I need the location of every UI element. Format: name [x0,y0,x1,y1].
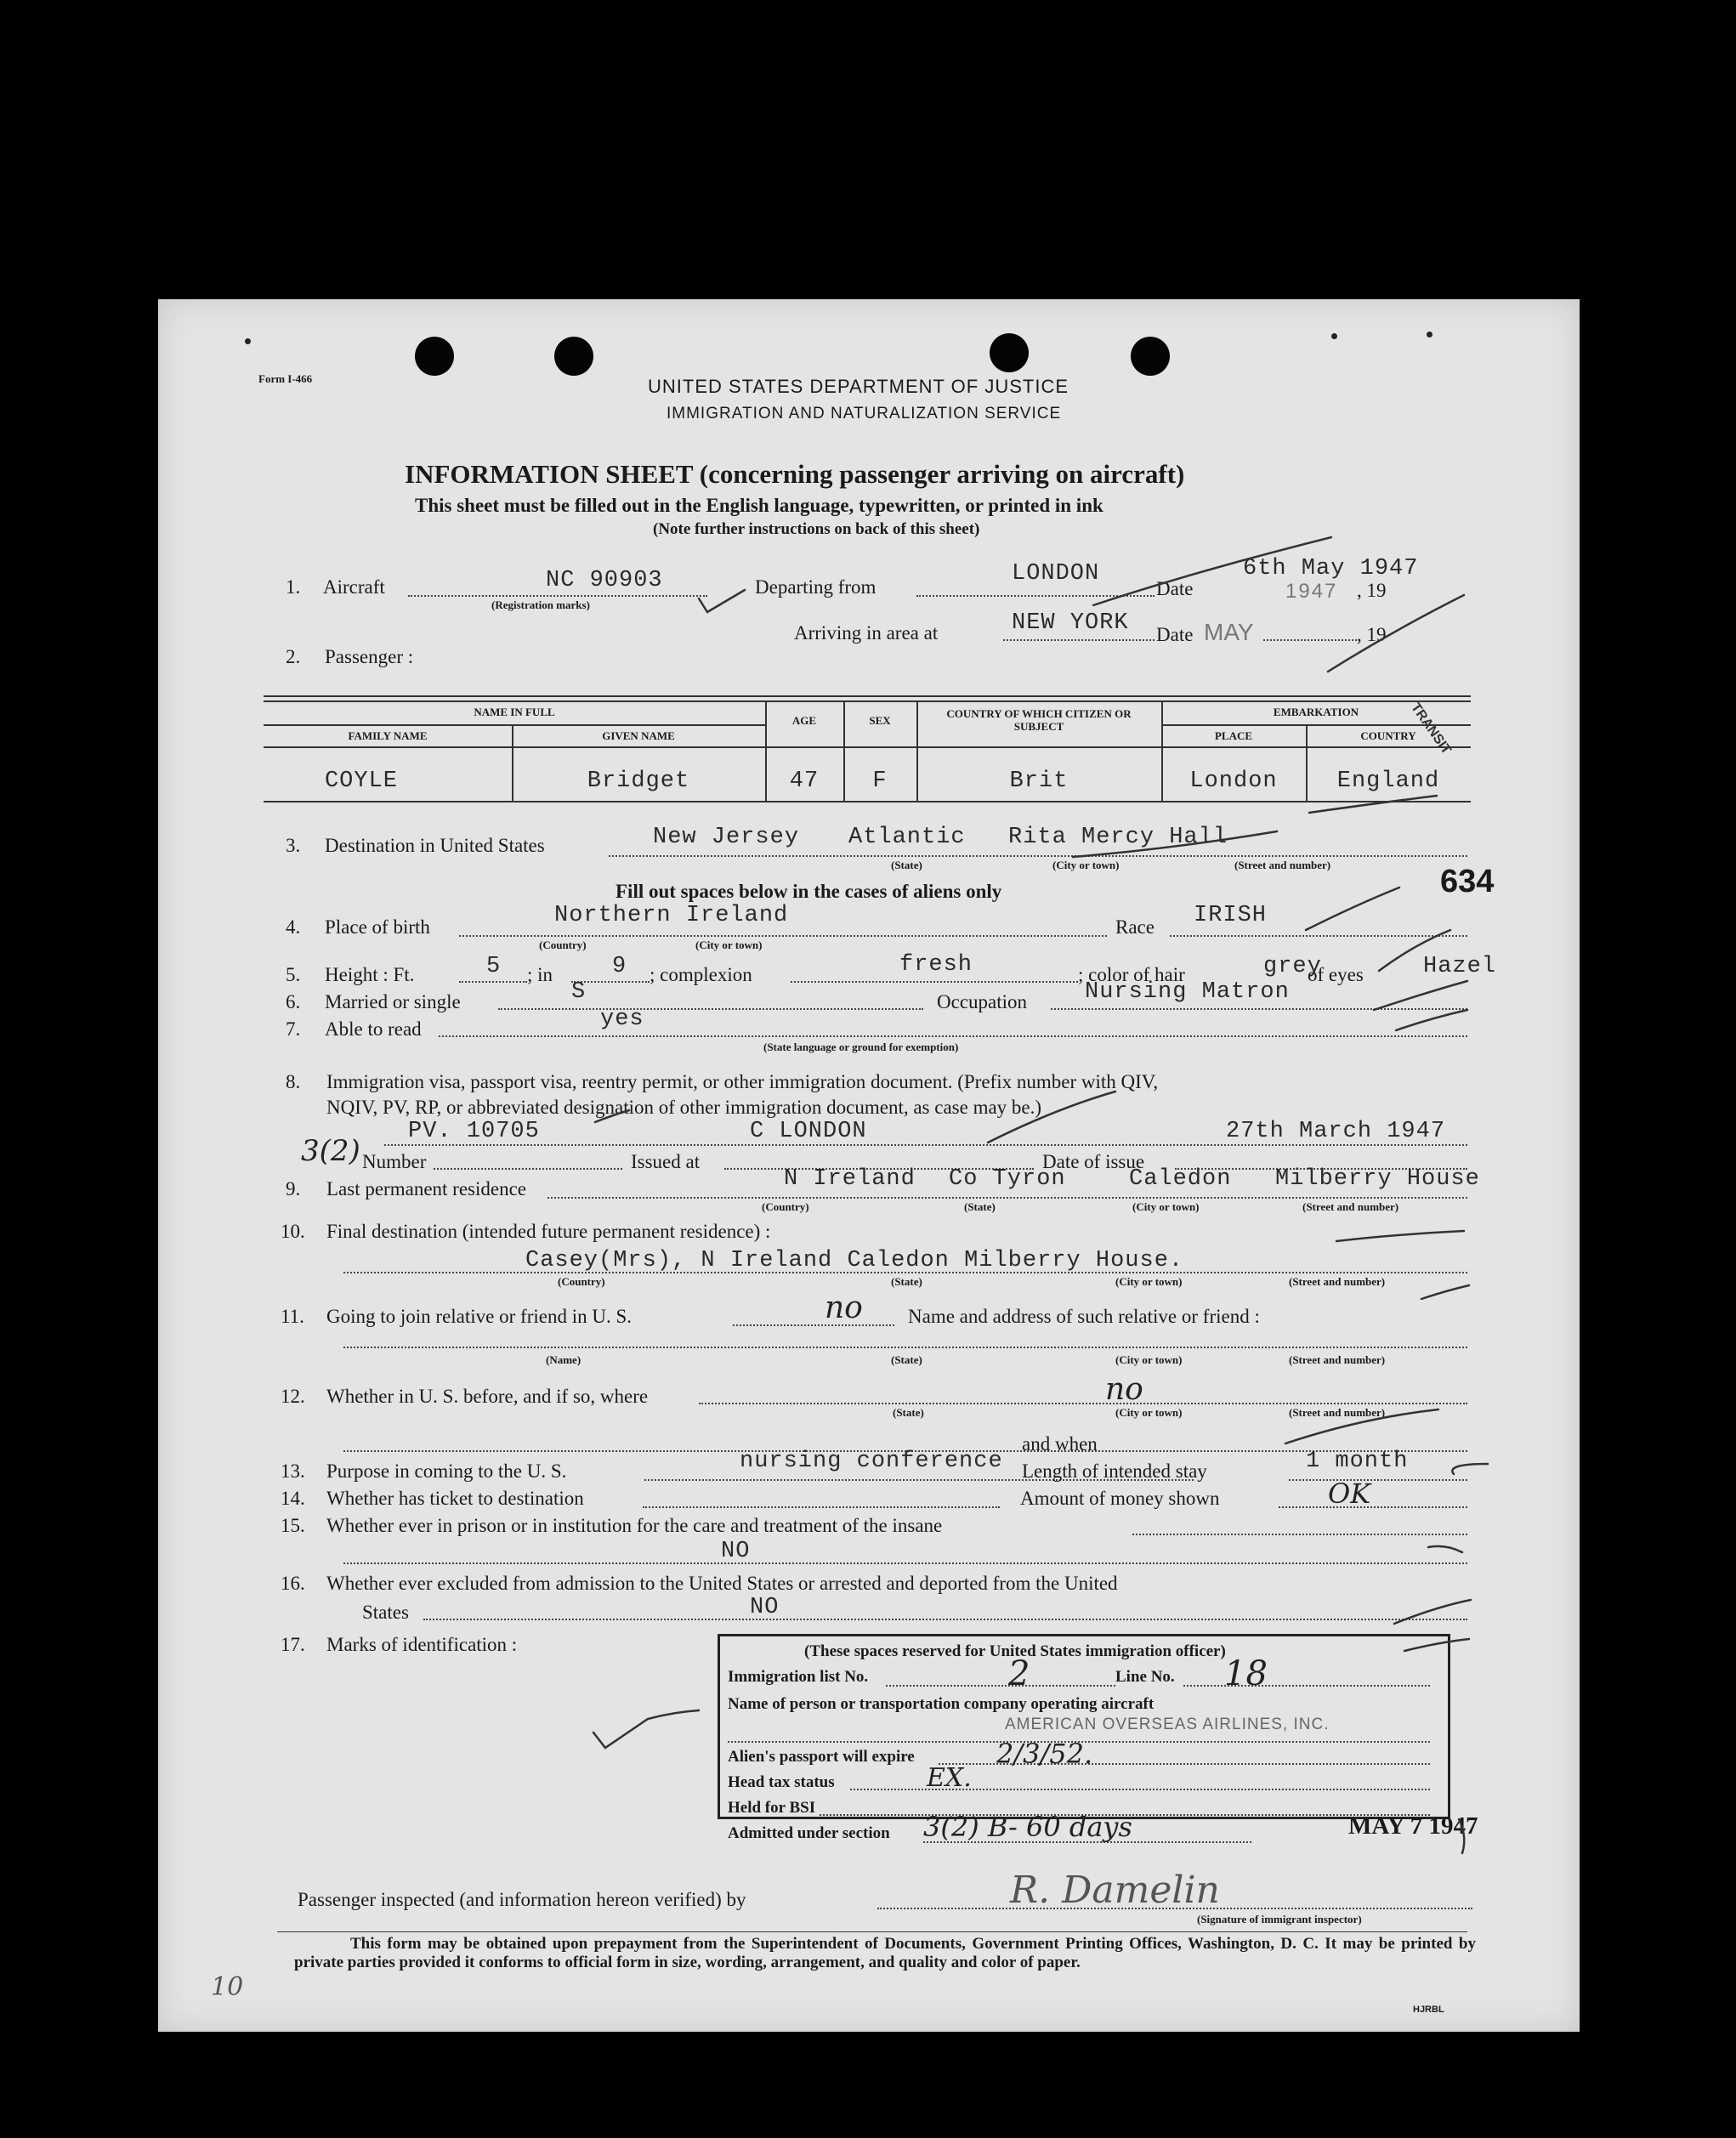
admitted-stamp: MAY 7 1947 [1348,1812,1478,1840]
form-sheet [158,299,1580,2032]
q7-label: Able to read [325,1018,422,1040]
height-ft: 5 [486,954,502,979]
destination-street: Rita Mercy Hall [1008,825,1228,850]
q11-label2: Name and address of such relative or friend : [908,1306,1260,1327]
marital-value: S [571,979,587,1005]
q17-num: 17. [281,1634,305,1655]
q12-label: Whether in U. S. before, and if so, where [326,1386,649,1407]
subtitle: This sheet must be filled out in the English language, typewritten, or printed in ink [415,495,1103,516]
q8-num: 8. [286,1071,301,1092]
read-value: yes [600,1007,644,1032]
headtax-value: EX. [927,1763,972,1793]
q1-num: 1. [286,576,301,598]
cell-family-name: COYLE [324,768,398,794]
q16-label2: States [362,1602,409,1623]
cap-city: (City or town) [695,939,763,951]
issued-at: C LONDON [750,1119,867,1144]
race-value: IRISH [1194,903,1268,928]
height-in: 9 [612,954,627,979]
cap-city: (City or town) [1132,1200,1200,1213]
date-stamp-year: 1947 [1285,580,1338,603]
cap-state: (State) [893,1406,924,1419]
excluded-value: NO [750,1595,780,1620]
cap-name: (Name) [546,1353,582,1366]
q2-label: Passenger : [325,646,414,667]
q8-text2: NQIV, PV, RP, or abbreviated designation of other immigration document, as case may be.) [326,1097,1042,1118]
q11-num: 11. [281,1306,304,1327]
q16-num: 16. [281,1573,305,1594]
in-us-before-value: no [1105,1372,1143,1407]
q8-handwritten: 3(2) [301,1134,360,1168]
header-name-in-full: NAME IN FULL [474,706,555,718]
header-family-name: FAMILY NAME [348,729,428,742]
arriving-label: Arriving in area at [794,622,939,644]
cap-state: (State) [891,859,922,871]
cap-country: (Country) [558,1275,605,1288]
q15-label: Whether ever in prison or in institution for the care and treatment of the insane [326,1515,943,1536]
date-label: Date [1156,578,1194,599]
q9-label: Last permanent residence [326,1178,526,1199]
headtax-label: Head tax status [728,1773,835,1791]
form-number: Form I-466 [258,372,313,385]
cap-city: (City or town) [1052,859,1120,871]
department: UNITED STATES DEPARTMENT OF JUSTICE [648,376,1069,397]
aliens-note: Fill out spaces below in the cases of aliens only [616,881,1002,902]
destination-state: New Jersey [653,825,800,850]
cap-state: (State) [891,1353,922,1366]
admitted-label: Admitted under section [728,1824,890,1842]
q4-label: Place of birth [325,916,430,938]
cell-age: 47 [789,768,820,794]
header-place: PLACE [1214,729,1253,742]
header-given-name: GIVEN NAME [602,729,675,742]
join-relative-value: no [825,1290,863,1325]
officer-box-heading: (These spaces reserved for United States immigration officer) [804,1642,1226,1660]
note: (Note further instructions on back of this sheet) [653,520,980,538]
residence-city: Caledon [1129,1166,1232,1192]
q16-label: Whether ever excluded from admission to the United States or arrested and deported from the United [326,1573,1118,1594]
cell-citizen: Brit [1009,768,1069,794]
cell-country: England [1336,768,1440,794]
header-country: COUNTRY [1360,729,1416,742]
departing-value: LONDON [1012,561,1100,587]
residence-country: N Ireland [784,1166,916,1192]
q3-label: Destination in United States [325,835,545,856]
complexion-label: ; complexion [650,964,752,985]
q12-num: 12. [281,1386,305,1407]
hair-value: grey [1263,954,1322,979]
bsi-label: Held for BSI [728,1799,816,1817]
q1-label: Aircraft [323,576,385,598]
aircraft-value: NC 90903 [546,568,663,593]
cell-place: London [1189,768,1278,794]
operator-label: Name of person or transportation company operating aircraft [728,1695,1154,1713]
header-sex: SEX [869,714,891,727]
residence-street: Milberry House [1275,1166,1480,1192]
header-age: AGE [791,714,817,727]
q14-num: 14. [281,1488,305,1509]
prison-value: NO [721,1539,751,1564]
reg-caption: (Registration marks) [491,598,590,611]
signature-caption: (Signature of immigrant inspector) [1197,1913,1362,1925]
q4-num: 4. [286,916,301,938]
cell-given-name: Bridget [587,768,690,794]
stay-label: Length of intended stay [1022,1460,1207,1482]
q11-label: Going to join relative or friend in U. S. [326,1306,632,1327]
destination-city: Atlantic [848,825,966,850]
document-number: PV. 10705 [408,1119,540,1144]
arriving-year: , 19 [1357,624,1387,645]
footer-text: This form may be obtained upon prepayment from the Superintendent of Documents, Government Printing Offices, Washington, D. C. It may be printed by private parties provided it conforms to official form in size, wording, arrangement, and quality and color of paper. [294,1935,1476,1971]
arriving-value: NEW YORK [1012,610,1129,636]
cap-city: (City or town) [1115,1353,1183,1366]
occupation-value: Nursing Matron [1085,979,1290,1005]
header-embarkation: EMBARKATION [1273,706,1359,718]
cap-country: (Country) [762,1200,809,1213]
cap-street: (Street and number) [1289,1275,1386,1288]
cap-city: (City or town) [1115,1406,1183,1419]
arriving-stamp: MAY [1204,619,1254,645]
money-label: Amount of money shown [1020,1488,1220,1509]
arriving-date-label: Date [1156,624,1194,645]
q13-label: Purpose in coming to the U. S. [326,1460,567,1482]
printer-code: HJRBL [1413,2005,1444,2015]
line-label: Line No. [1115,1668,1175,1686]
year-prefix: , 19 [1357,580,1387,601]
admitted-value: 3(2) B- 60 days [923,1811,1132,1843]
inspector-signature: R. Damelin [1010,1869,1220,1912]
cap-street: (Street and number) [1302,1200,1399,1213]
in-label: ; in [527,964,553,985]
transit-stamp: TRANSIT [1408,700,1454,757]
line-number: 18 [1224,1654,1268,1693]
pen-marks [158,299,1580,2032]
q13-num: 13. [281,1460,305,1482]
margin-note: 10 [211,1972,244,2002]
page-number: 634 [1440,864,1495,899]
final-destination: Casey(Mrs), N Ireland Caledon Milberry House. [525,1248,1184,1273]
and-when-label: and when [1022,1433,1098,1455]
cap-country: (Country) [539,939,587,951]
birthplace-value: Northern Ireland [554,903,789,928]
complexion-value: fresh [899,952,973,978]
passport-expire: 2/3/52. [996,1738,1093,1770]
eyes-value: Hazel [1423,954,1497,979]
departing-date: 6th May 1947 [1243,556,1419,581]
q5-num: 5. [286,964,301,985]
issue-date-label: Date of issue [1042,1151,1145,1172]
operator-stamp: AMERICAN OVERSEAS AIRLINES, INC. [1005,1716,1330,1733]
q15-num: 15. [281,1515,305,1536]
issued-label: Issued at [631,1151,701,1172]
stay-value: 1 month [1306,1449,1409,1474]
q8-text1: Immigration visa, passport visa, reentry permit, or other immigration document. (Prefix number with QIV, [326,1071,1159,1092]
cap-street: (Street and number) [1289,1353,1386,1366]
race-label: Race [1115,916,1154,938]
departing-label: Departing from [755,576,877,598]
q7-num: 7. [286,1018,301,1040]
q14-label: Whether has ticket to destination [326,1488,584,1509]
issue-date: 27th March 1947 [1226,1119,1446,1144]
read-caption: (State language or ground for exemption) [763,1041,959,1053]
residence-state: Co Tyron [949,1166,1066,1192]
passport-label: Alien's passport will expire [728,1748,915,1766]
cap-state: (State) [891,1275,922,1288]
number-label: Number [362,1151,427,1172]
money-value: OK [1328,1477,1371,1510]
eyes-label: of eyes [1308,964,1364,985]
service: IMMIGRATION AND NATURALIZATION SERVICE [667,405,1062,422]
occupation-label: Occupation [937,991,1028,1012]
q10-label: Final destination (intended future permanent residence) : [326,1221,771,1242]
q9-num: 9. [286,1178,301,1199]
purpose-value: nursing conference [740,1449,1003,1474]
q6-num: 6. [286,991,301,1012]
q2-num: 2. [286,646,301,667]
cap-state: (State) [964,1200,996,1213]
page-title: INFORMATION SHEET (concerning passenger arriving on aircraft) [405,459,1185,489]
q10-num: 10. [281,1221,305,1242]
hair-label: ; color of hair [1078,964,1185,985]
inspected-label: Passenger inspected (and information hereon verified) by [298,1889,746,1910]
q6-label: Married or single [325,991,461,1012]
list-number: 2 [1008,1654,1030,1693]
q3-num: 3. [286,835,301,856]
header-citizen-country: COUNTRY OF WHICH CITIZEN OR SUBJECT [946,707,1132,733]
cap-city: (City or town) [1115,1275,1183,1288]
cap-street: (Street and number) [1289,1406,1386,1419]
list-label: Immigration list No. [728,1668,869,1686]
q5-label: Height : Ft. [325,964,415,985]
cap-street: (Street and number) [1234,859,1331,871]
cell-sex: F [872,768,888,794]
q17-label: Marks of identification : [326,1634,518,1655]
